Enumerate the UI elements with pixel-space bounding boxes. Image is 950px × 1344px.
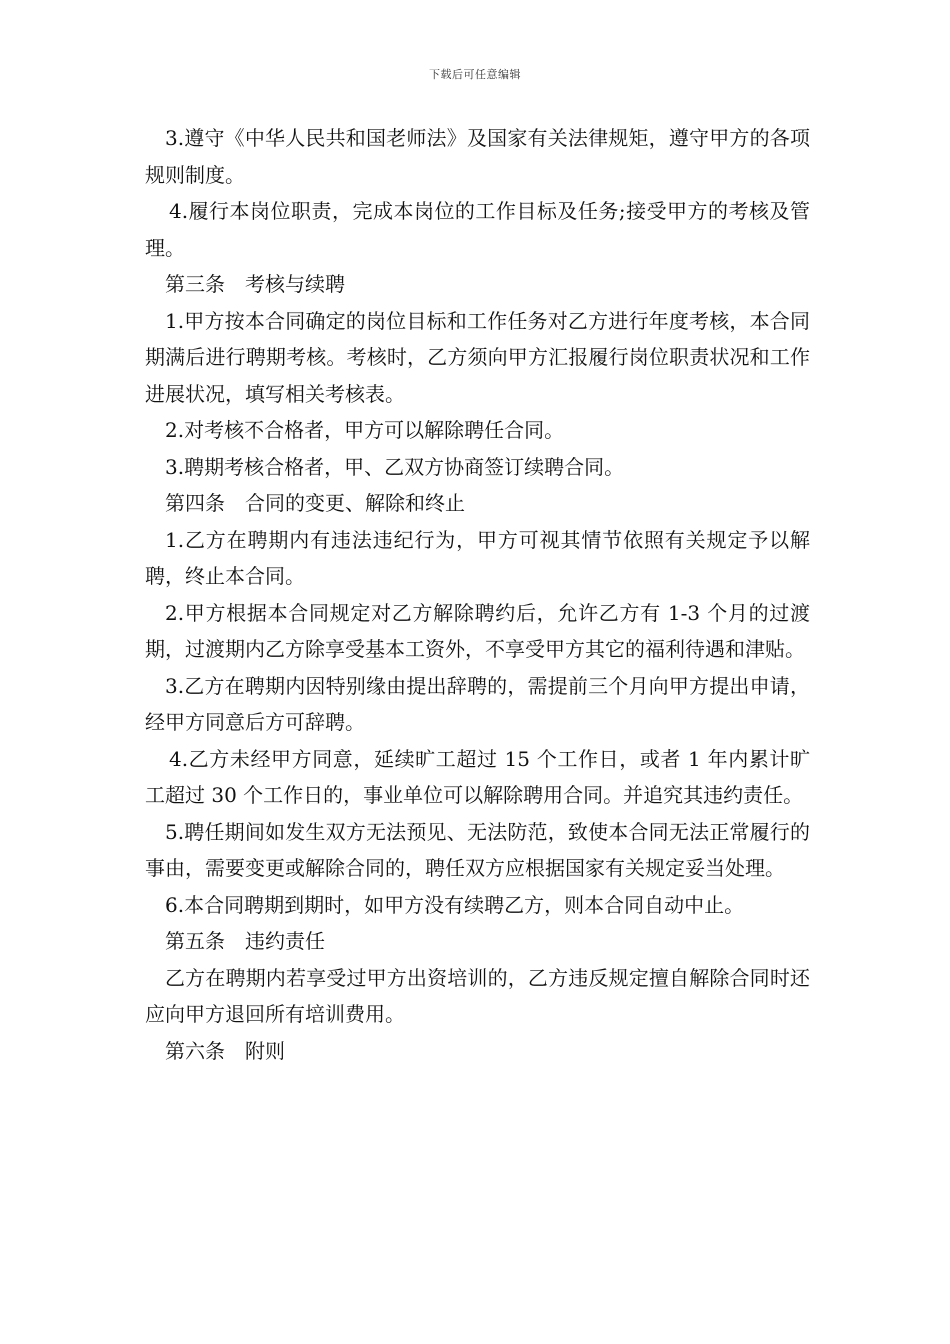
clause-paragraph: 4.履行本岗位职责，完成本岗位的工作目标及任务;接受甲方的考核及管理。	[145, 199, 810, 260]
article-heading: 第三条 考核与续聘	[165, 272, 345, 296]
clause-paragraph: 1.甲方按本合同确定的岗位目标和工作任务对乙方进行年度考核，本合同期满后进行聘期考核。考核时，乙方须向甲方汇报履行岗位职责状况和工作进展状况，填写相关考核表。	[145, 308, 810, 406]
clause-paragraph: 4.乙方未经甲方同意，延续旷工超过 15 个工作日，或者 1 年内累计旷工超过 30 个工作日的，事业单位可以解除聘用合同。并追究其违约责任。	[145, 746, 810, 807]
clause-paragraph: 3.遵守《中华人民共和国老师法》及国家有关法律规矩，遵守甲方的各项规则制度。	[145, 126, 810, 187]
article-heading: 第四条 合同的变更、解除和终止	[165, 491, 465, 515]
clause-paragraph: 3.聘期考核合格者，甲、乙双方协商签订续聘合同。	[165, 454, 625, 479]
clause-paragraph: 2.对考核不合格者，甲方可以解除聘任合同。	[165, 418, 565, 442]
page-header: 下载后可任意编辑	[429, 68, 521, 81]
document-body	[145, 120, 810, 1069]
clause-paragraph: 1.乙方在聘期内有违法违纪行为，甲方可视其情节依照有关规定予以解聘，终止本合同。	[145, 527, 810, 588]
clause-paragraph: 3.乙方在聘期内因特别缘由提出辞聘的，需提前三个月向甲方提出申请，经甲方同意后方可辞聘。	[145, 673, 810, 734]
clause-paragraph: 乙方在聘期内若享受过甲方出资培训的，乙方违反规定擅自解除合同时还应向甲方退回所有培训费用。	[145, 965, 810, 1026]
clause-paragraph: 5.聘任期间如发生双方无法预见、无法防范，致使本合同无法正常履行的事由，需要变更或解除合同的，聘任双方应根据国家有关规定妥当处理。	[145, 819, 810, 880]
clause-paragraph: 2.甲方根据本合同规定对乙方解除聘约后，允许乙方有 1-3 个月的过渡期，过渡期内乙方除享受基本工资外，不享受甲方其它的福利待遇和津贴。	[145, 600, 810, 661]
clause-paragraph: 6.本合同聘期到期时，如甲方没有续聘乙方，则本合同自动中止。	[165, 892, 745, 917]
article-heading: 第六条 附则	[165, 1038, 285, 1063]
article-heading: 第五条 违约责任	[165, 929, 325, 953]
